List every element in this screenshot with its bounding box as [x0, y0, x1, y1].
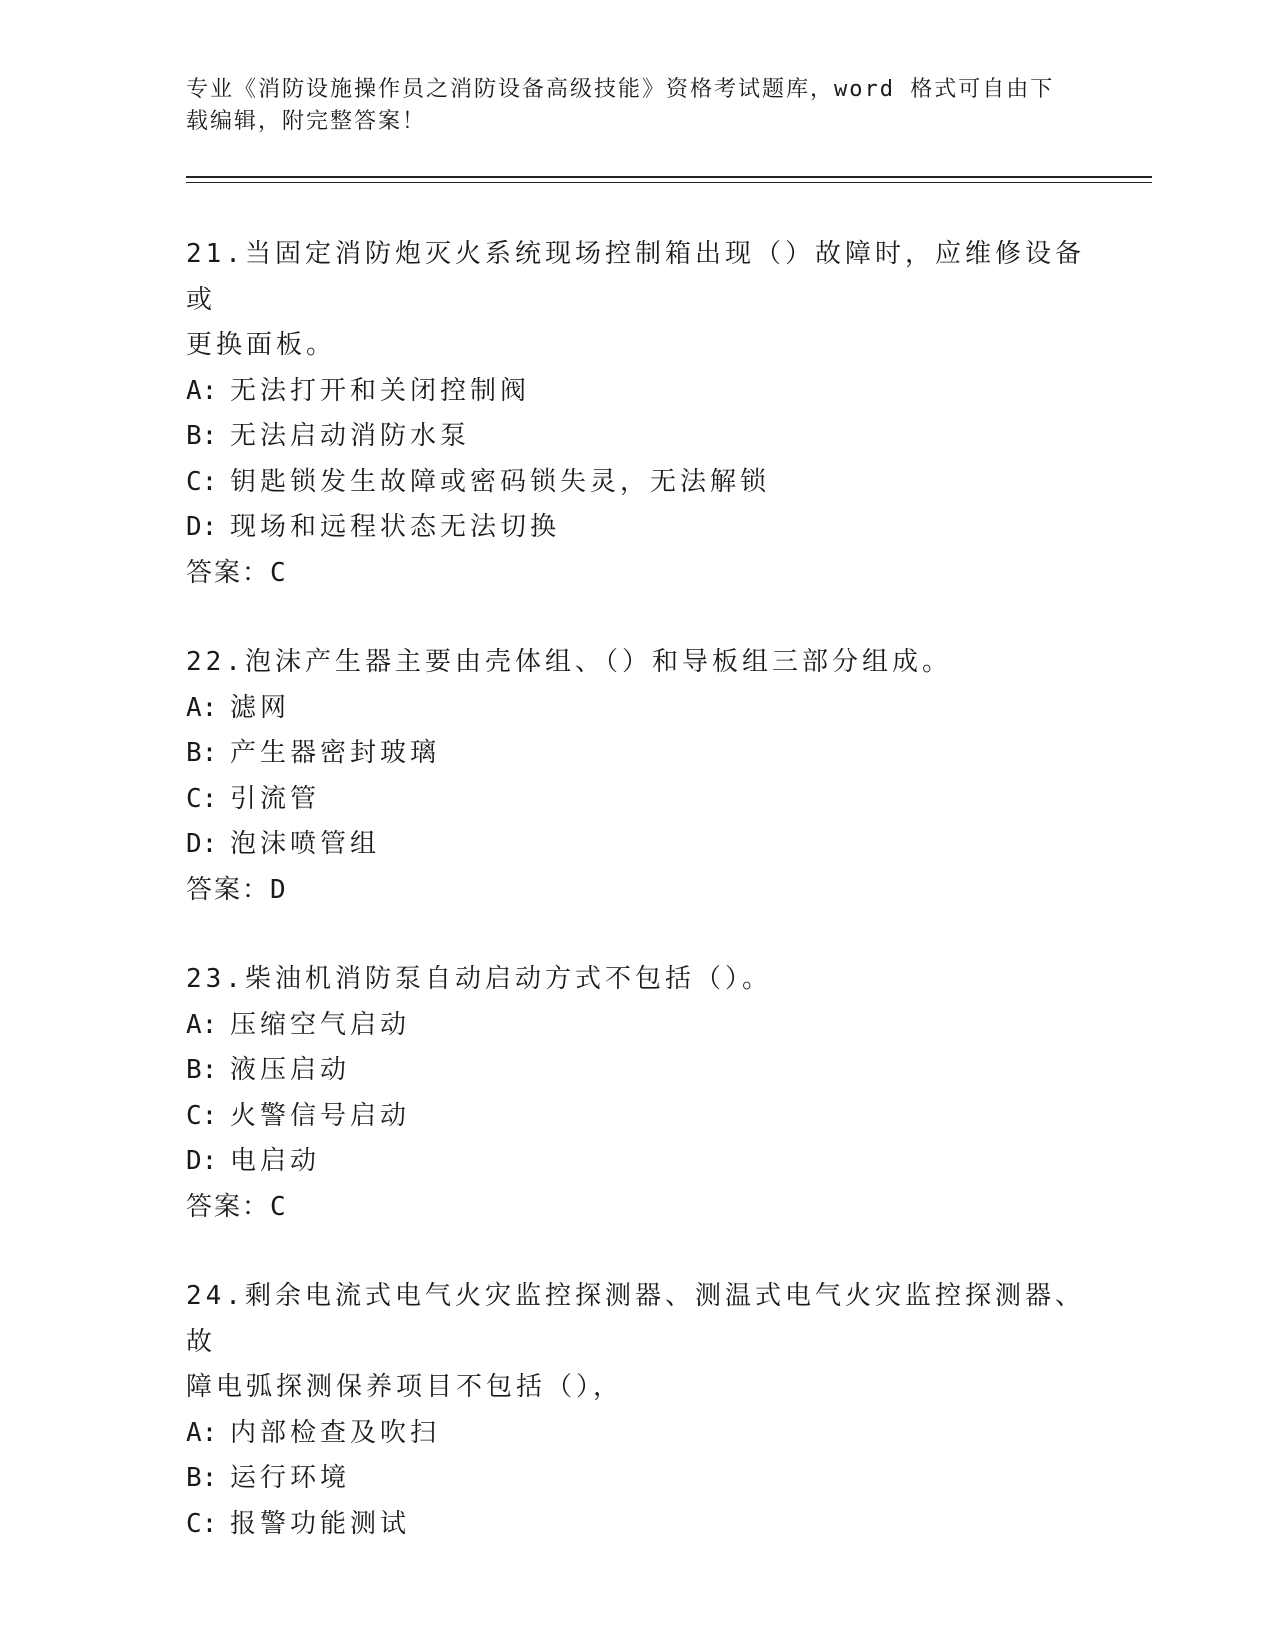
- question-stem-line: 更换面板。: [186, 330, 337, 360]
- option-text: 现场和远程状态无法切换: [230, 512, 561, 542]
- option-d: [186, 822, 1086, 868]
- option-text: 钥匙锁发生故障或密码锁失灵，无法解锁: [230, 466, 771, 497]
- option-d: [186, 505, 1086, 551]
- option-c: [186, 777, 1086, 823]
- option-a: [186, 1411, 1086, 1457]
- answer-value: D: [270, 874, 288, 905]
- answer-value: C: [270, 1191, 288, 1222]
- option-a: [186, 686, 1086, 732]
- option-letter: C:: [186, 1508, 218, 1539]
- option-d: [186, 1139, 1086, 1185]
- question-23: [186, 957, 1086, 1230]
- option-text: 产生器密封玻璃: [230, 738, 441, 768]
- option-letter: D:: [186, 1146, 218, 1176]
- question-list: [186, 232, 1086, 1591]
- option-letter: B:: [186, 738, 218, 768]
- option-letter: B:: [186, 421, 218, 451]
- option-letter: D:: [186, 512, 218, 542]
- option-a: [186, 369, 1086, 415]
- option-text: 滤网: [230, 692, 291, 723]
- option-letter: B:: [186, 1055, 218, 1085]
- option-letter: C:: [186, 1100, 218, 1131]
- option-text: 报警功能测试: [230, 1508, 411, 1539]
- option-text: 电启动: [230, 1146, 321, 1176]
- option-c: [186, 1502, 1086, 1548]
- option-text: 无法启动消防水泵: [230, 421, 471, 451]
- option-text: 压缩空气启动: [230, 1009, 411, 1040]
- option-text: 液压启动: [230, 1055, 351, 1085]
- option-b: [186, 731, 1086, 777]
- header-rule-thin: [186, 182, 1152, 183]
- header-line-2: 载编辑，附完整答案！: [186, 109, 427, 134]
- question-stem-line: 22.泡沫产生器主要由壳体组、（）和导板组三部分组成。: [186, 647, 952, 677]
- answer-label: 答案：: [186, 1191, 271, 1222]
- answer-line: [186, 1185, 1086, 1231]
- answer-value: C: [270, 557, 288, 588]
- header-rule-thick: [186, 176, 1152, 178]
- option-a: [186, 1003, 1086, 1049]
- option-text: 泡沫喷管组: [230, 829, 381, 859]
- option-b: [186, 414, 1086, 460]
- option-letter: B:: [186, 1463, 218, 1493]
- option-letter: A:: [186, 1009, 218, 1040]
- answer-label: 答案：: [186, 557, 271, 588]
- question-stem-line: 23.柴油机消防泵自动启动方式不包括（）。: [186, 964, 772, 994]
- option-b: [186, 1456, 1086, 1502]
- header-line-1: 专业《消防设施操作员之消防设备高级技能》资格考试题库，word 格式可自由下: [186, 77, 1055, 102]
- option-letter: C:: [186, 783, 218, 814]
- option-letter: D:: [186, 829, 218, 859]
- question-stem-line: 21.当固定消防炮灭火系统现场控制箱出现（）故障时，应维修设备或: [186, 239, 1085, 315]
- option-letter: A:: [186, 692, 218, 723]
- question-stem-line: 24.剩余电流式电气火灾监控探测器、测温式电气火灾监控探测器、故: [186, 1281, 1085, 1357]
- option-text: 引流管: [230, 783, 321, 814]
- option-letter: A:: [186, 1417, 218, 1448]
- question-stem-line: 障电弧探测保养项目不包括（），: [186, 1372, 624, 1402]
- document-header: [186, 74, 1066, 138]
- answer-label: 答案：: [186, 874, 271, 905]
- option-letter: A:: [186, 375, 218, 406]
- option-text: 内部检查及吹扫: [230, 1417, 441, 1448]
- option-letter: C:: [186, 466, 218, 497]
- option-text: 火警信号启动: [230, 1100, 411, 1131]
- question-22: [186, 640, 1086, 913]
- answer-line: [186, 551, 1086, 597]
- option-b: [186, 1048, 1086, 1094]
- question-21: [186, 232, 1086, 596]
- question-24: [186, 1274, 1086, 1547]
- answer-line: [186, 868, 1086, 914]
- option-text: 运行环境: [230, 1463, 351, 1493]
- option-c: [186, 460, 1086, 506]
- option-c: [186, 1094, 1086, 1140]
- option-text: 无法打开和关闭控制阀: [230, 375, 531, 406]
